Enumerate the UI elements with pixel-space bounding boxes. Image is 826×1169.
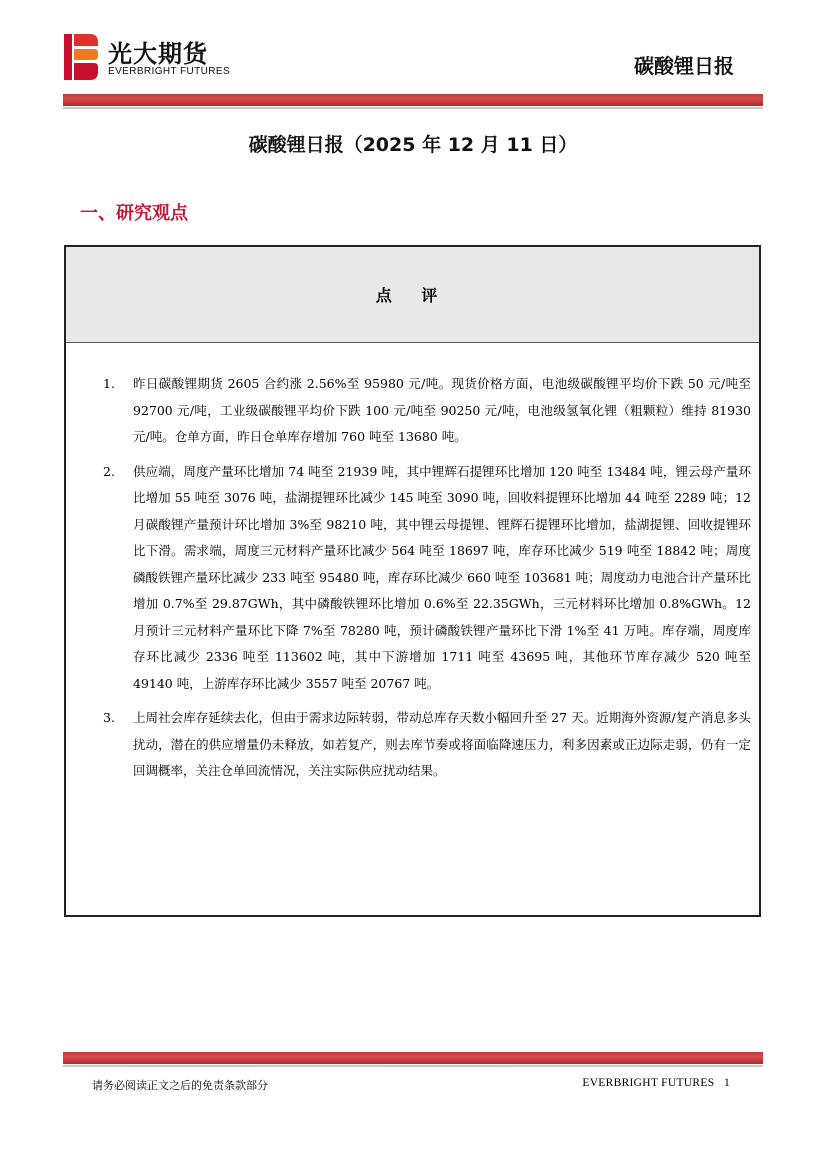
- header-divider: [63, 94, 763, 106]
- list-item-text: 供应端，周度产量环比增加 74 吨至 21939 吨，其中锂辉石提锂环比增加 120 吨至 13484 吨，锂云母产量环比增加 55 吨至 3076 吨，盐湖提锂环比减少 145 吨至 3090 吨，回收料提锂环比增加 44 吨至 2289 吨；12 月碳酸锂产量预计环比增加 3%至 98210 吨，其中锂云母提锂、锂辉石提锂环比增加，盐湖提锂、回收提锂环比下滑。需求端，周度三元材料产量环比减少 564 吨至 18697 吨，库存环比减少 519 吨至 18842 吨；周度磷酸铁锂产量环比减少 233 吨至 95480 吨，库存环比减少 660 吨至 103681 吨；周度动力电池合计产量环比增加 0.7%至 29.87GWh，其中磷酸铁锂环比增加 0.6%至 22.35GWh，三元材料环比增加 0.8%GWh。12 月预计三元材料产量环比下降 7%至 78280 吨，预计磷酸铁锂产量环比下滑 1%至 41 万吨。库存端，周度库存环比减少 2336 吨至 113602 吨，其中下游增加 1711 吨至 43695 吨，其他环节库存减少 520 吨至 49140 吨，上游库存环比减少 3557 吨至 20767 吨。: [133, 463, 751, 691]
- list-item-number: 3.: [103, 710, 115, 725]
- footer-divider-shadow: [63, 1065, 763, 1067]
- commentary-list: [66, 371, 759, 793]
- list-item-text: 昨日碳酸锂期货 2605 合约涨 2.56%至 95980 元/吨。现货价格方面，电池级碳酸锂平均价下跌 50 元/吨至 92700 元/吨，工业级碳酸锂平均价下跌 100 元/吨至 90250 元/吨，电池级氢氧化锂（粗颗粒）维持 81930 元/吨。仓单方面，昨日仓单库存增加 760 吨至 13680 吨。: [133, 376, 751, 444]
- footer-divider: [63, 1052, 763, 1064]
- commentary-box: [64, 245, 761, 917]
- list-item-number: 1.: [103, 376, 115, 391]
- report-name: 碳酸锂日报: [634, 54, 734, 78]
- commentary-box-title: 点 评: [375, 286, 450, 305]
- list-item-number: 2.: [103, 463, 115, 479]
- logo-english-text: EVERBRIGHT FUTURES: [108, 66, 231, 77]
- footer-company: EVERBRIGHT FUTURES: [582, 1077, 715, 1089]
- list-item: [66, 459, 759, 698]
- company-logo: [64, 34, 264, 84]
- commentary-box-header: [66, 247, 759, 343]
- list-item-text: 上周社会库存延续去化，但由于需求边际转弱，带动总库存天数小幅回升至 27 天。近期海外资源/复产消息多头扰动，潜在的供应增量仍未释放，如若复产，则去库节奏或将面临降速压力，利多因素或正边际走弱，仍有一定回调概率，关注仓单回流情况，关注实际供应扰动结果。: [133, 710, 751, 778]
- logo-chinese-text: 光大期货: [108, 40, 208, 68]
- page-title: 碳酸锂日报（2025 年 12 月 11 日）: [248, 134, 578, 156]
- header-divider-shadow: [63, 107, 763, 109]
- footer-company-page: [582, 1077, 730, 1089]
- footer-disclaimer: 请务必阅读正文之后的免责条款部分: [92, 1079, 268, 1092]
- list-item: [66, 705, 759, 785]
- section-heading: 一、研究观点: [80, 203, 188, 224]
- page-number: 1: [723, 1077, 730, 1089]
- everbright-logo-icon: [64, 34, 98, 80]
- list-item: [66, 371, 759, 451]
